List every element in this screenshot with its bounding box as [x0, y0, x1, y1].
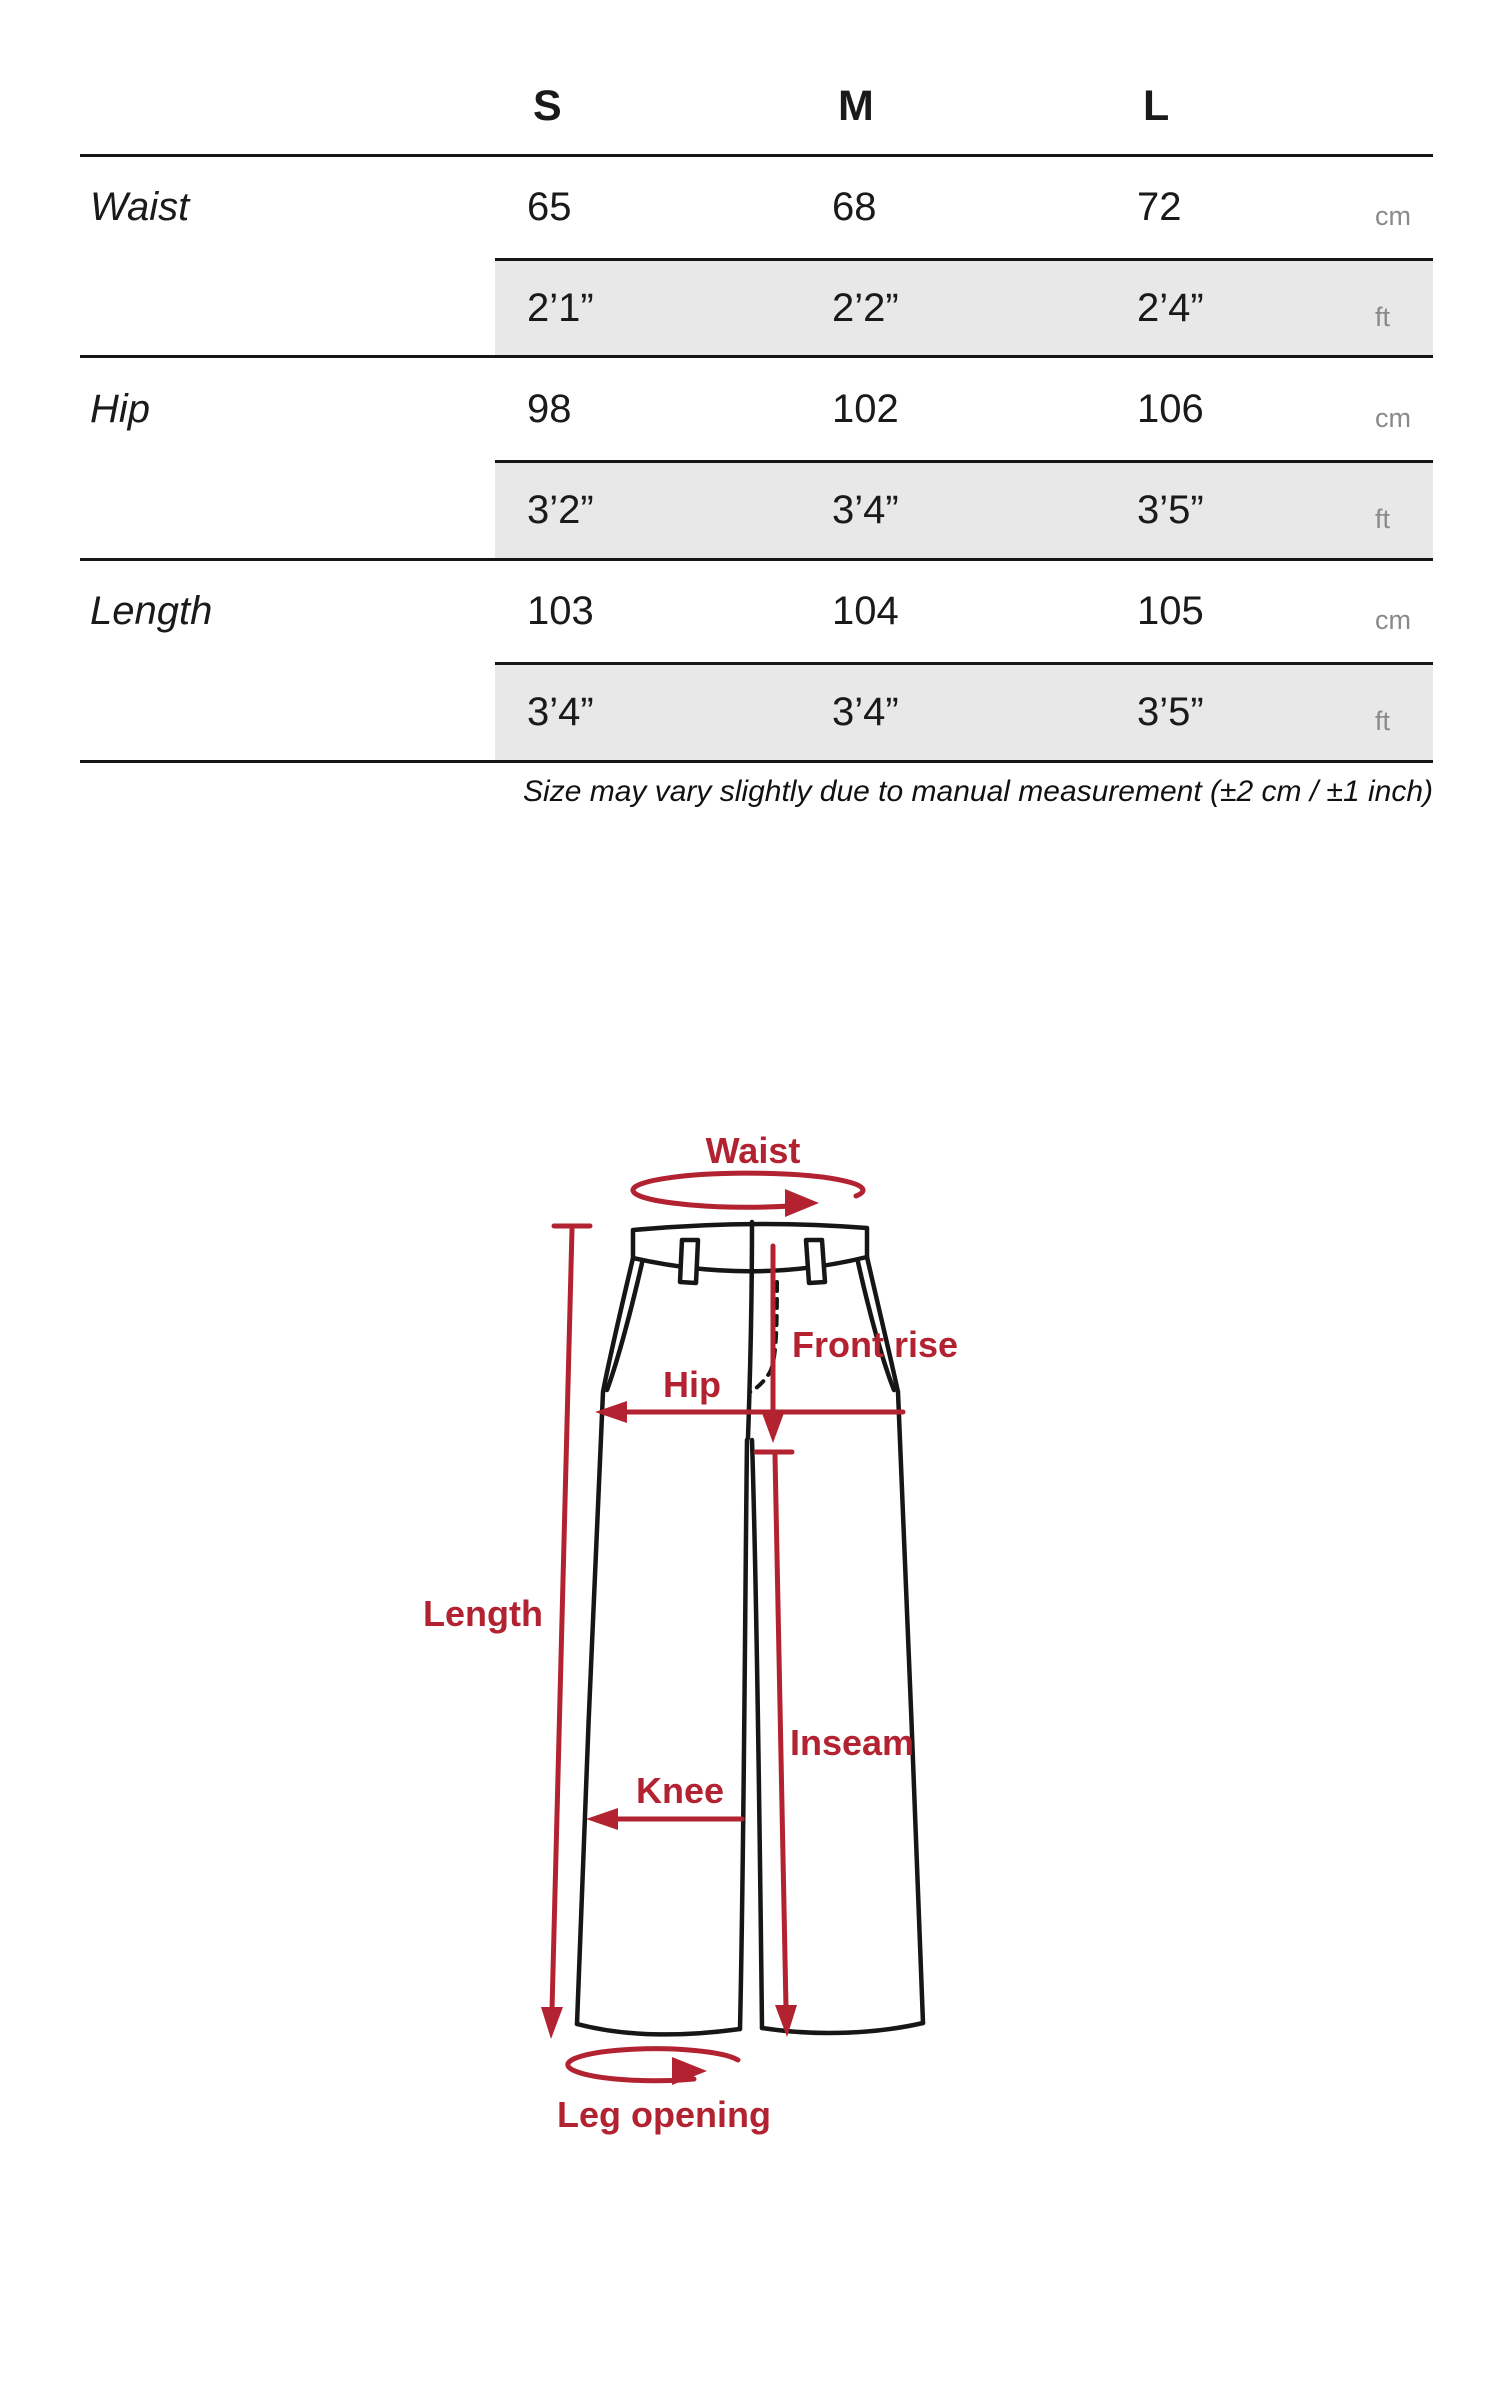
column-header-l: L	[1143, 81, 1170, 130]
unit-cm: cm	[1375, 605, 1411, 635]
hip-ft-l: 3’5”	[1105, 460, 1375, 558]
length-cm-l: 105	[1137, 589, 1204, 633]
column-header-m: M	[838, 81, 874, 130]
length-cm-s: 103	[527, 589, 594, 633]
length-label: Length	[423, 1593, 543, 1634]
row-label-waist: Waist	[90, 185, 190, 229]
hip-ft-m: 3’4”	[800, 460, 1105, 558]
knee-arrowhead-icon	[586, 1808, 618, 1830]
unit-ft: ft	[1375, 460, 1433, 558]
right-leg-inner-edge	[752, 1440, 762, 2028]
waist-ft-s: 2’1”	[495, 258, 800, 355]
length-ft-s: 3’4”	[495, 662, 800, 760]
unit-ft: ft	[1375, 258, 1433, 355]
hip-ft-s: 3’2”	[495, 460, 800, 558]
length-ft-l: 3’5”	[1105, 662, 1375, 760]
hip-cm-l: 106	[1137, 386, 1204, 431]
waist-cm-m: 68	[832, 185, 877, 229]
leg-opening-girth-arrow	[568, 2049, 738, 2081]
left-leg-outer-edge	[577, 1258, 633, 2024]
belt-loop-right	[806, 1240, 825, 1283]
knee-label: Knee	[635, 1770, 725, 1811]
waist-cm-s: 65	[527, 185, 572, 229]
waist-ft-l: 2’4”	[1105, 258, 1375, 355]
unit-cm: cm	[1375, 402, 1411, 433]
waist-girth-arrow	[633, 1173, 863, 1207]
hip-cm-m: 102	[832, 386, 899, 431]
length-cm-m: 104	[832, 589, 899, 633]
front-rise-label: Front rise	[791, 1324, 959, 1365]
measurement-note: Size may vary slightly due to manual measurement (±2 cm / ±1 inch)	[523, 775, 1433, 808]
belt-loop-left	[680, 1240, 698, 1283]
waist-label: Waist	[705, 1130, 801, 1171]
column-header-s: S	[533, 81, 562, 130]
left-leg-inner-edge	[740, 1440, 747, 2029]
right-leg-outer-edge	[867, 1257, 923, 2023]
leg-opening-label: Leg opening	[557, 2094, 771, 2135]
measurement-annotations	[541, 1173, 903, 2085]
waist-arrowhead-icon	[785, 1189, 819, 1217]
hip-cm-s: 98	[527, 386, 572, 431]
waist-ft-m: 2’2”	[800, 258, 1105, 355]
length-line	[552, 1229, 572, 2010]
length-arrowhead-icon	[541, 2007, 563, 2039]
length-ft-m: 3’4”	[800, 662, 1105, 760]
left-pocket-line	[607, 1263, 642, 1390]
row-label-hip: Hip	[90, 386, 151, 431]
inseam-label: Inseam	[789, 1722, 915, 1763]
unit-ft: ft	[1375, 662, 1433, 760]
inseam-line	[775, 1455, 786, 2008]
hip-label: Hip	[663, 1364, 721, 1405]
front-rise-arrowhead-icon	[762, 1413, 784, 1443]
left-hem	[577, 2024, 740, 2034]
waist-cm-l: 72	[1137, 185, 1182, 229]
unit-cm: cm	[1375, 201, 1411, 231]
row-label-length: Length	[90, 589, 213, 633]
